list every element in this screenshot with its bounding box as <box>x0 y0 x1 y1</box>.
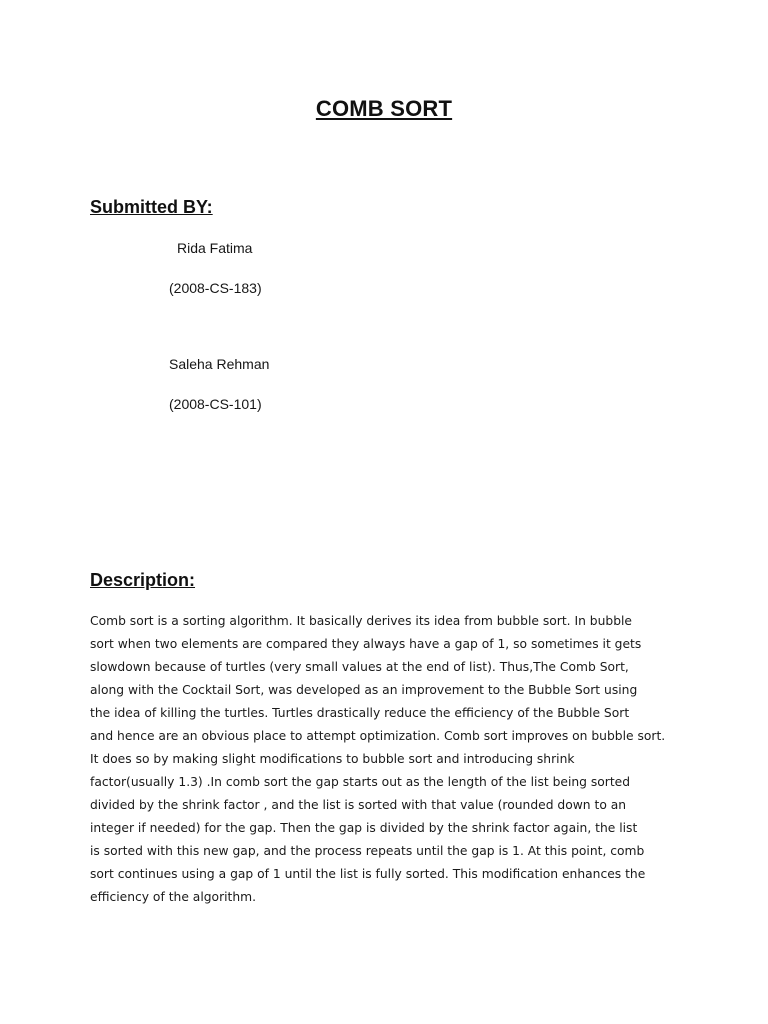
description-line: slowdown because of turtles (very small values at the end of list). Thus,The Comb Sort, <box>90 660 629 674</box>
description-paragraph <box>90 610 715 909</box>
author-roll-number: (2008-CS-101) <box>169 396 262 412</box>
description-line: Comb sort is a sorting algorithm. It basically derives its idea from bubble sort. In bubble <box>90 614 632 628</box>
description-line: integer if needed) for the gap. Then the gap is divided by the shrink factor again, the list <box>90 821 638 835</box>
description-line: factor(usually 1.3) .In comb sort the gap starts out as the length of the list being sorted <box>90 775 631 789</box>
submitted-by-heading: Submitted BY: <box>90 197 213 217</box>
description-line: along with the Cocktail Sort, was developed as an improvement to the Bubble Sort using <box>90 683 638 697</box>
page-title: COMB SORT <box>315 96 453 121</box>
description-line: divided by the shrink factor , and the list is sorted with that value (rounded down to an <box>90 798 627 812</box>
description-line: It does so by making slight modifications to bubble sort and introducing shrink <box>90 752 575 766</box>
author-name: Rida Fatima <box>177 240 253 256</box>
description-heading: Description: <box>90 570 196 590</box>
description-line: sort continues using a gap of 1 until the list is fully sorted. This modification enhances the <box>90 867 646 881</box>
description-line: the idea of killing the turtles. Turtles drastically reduce the efficiency of the Bubble Sort <box>90 706 630 720</box>
description-line: and hence are an obvious place to attempt optimization. Comb sort improves on bubble sort. <box>90 729 666 743</box>
description-line: efficiency of the algorithm. <box>90 890 257 904</box>
description-line: sort when two elements are compared they always have a gap of 1, so sometimes it gets <box>90 637 642 651</box>
description-line: is sorted with this new gap, and the process repeats until the gap is 1. At this point, comb <box>90 844 645 858</box>
author-roll-number: (2008-CS-183) <box>169 280 262 296</box>
author-name: Saleha Rehman <box>169 356 270 372</box>
